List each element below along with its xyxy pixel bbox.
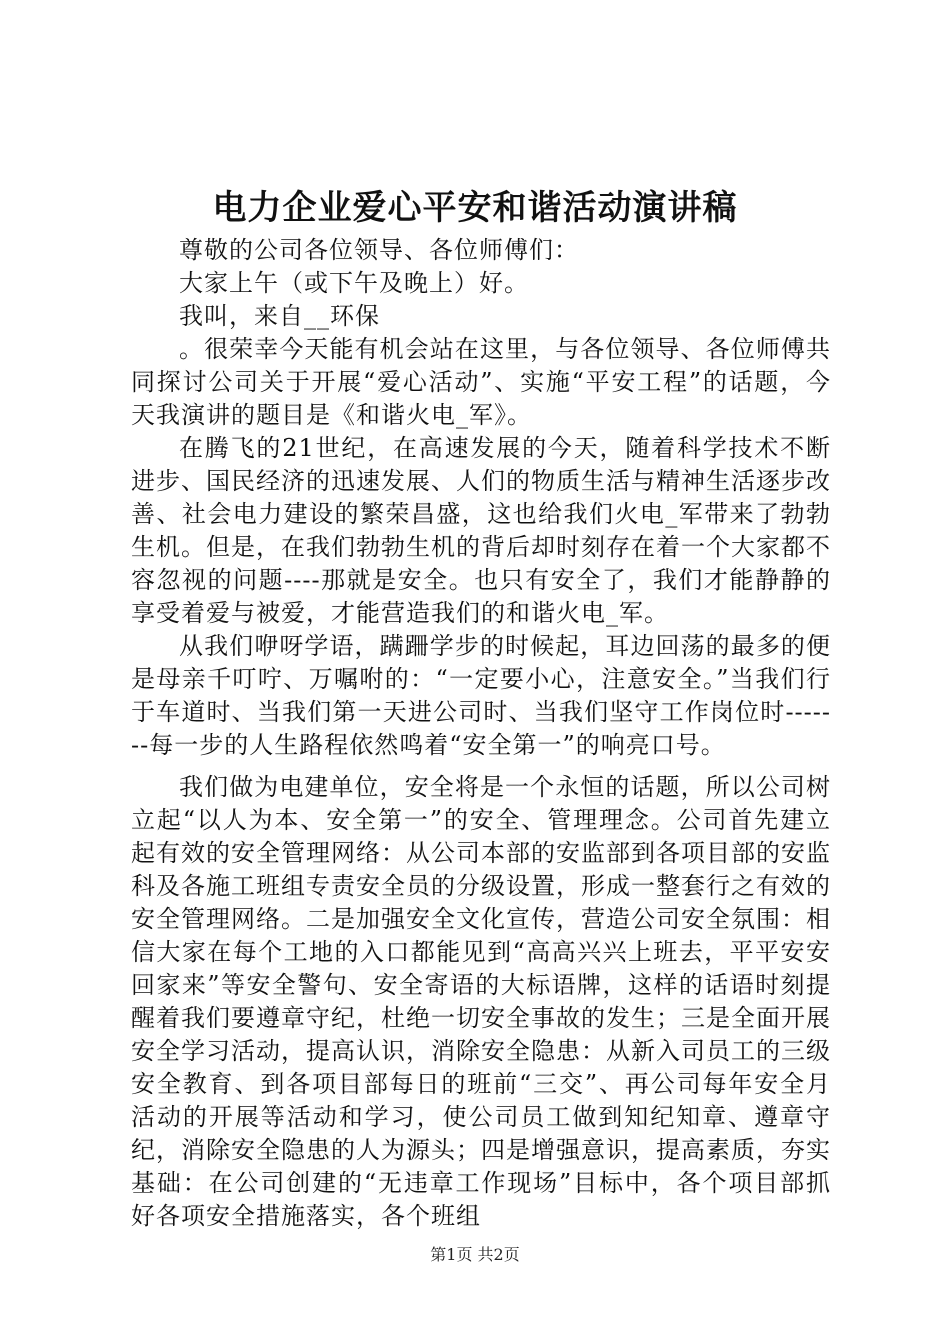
document-body <box>131 234 831 1233</box>
paragraph-greeting: 尊敬的公司各位领导、各位师傅们： <box>179 236 579 264</box>
paragraph-body: 我们做为电建单位，安全将是一个永恒的话题，所以公司树立起“以人为本、安全第一”的安全、管理理念。公司首先建立起有效的安全管理网络：从公司本部的安监部到各项目部的安监科及各施工班组专责安全员的分级设置，形成一整套行之有效的安全管理网络。二是加强安全文化宣传，营造公司安全氛围：相信大家在每个工地的入口都能见到“高高兴兴上班去，平平安安回家来”等安全警句、安全寄语的大标语牌，这样的话语时刻提醒着我们要遵章守纪，杜绝一切安全事故的发生；三是全面开展安全学习活动，提高认识，消除安全隐患：从新入司员工的三级安全教育、到各项目部每日的班前“三交”、再公司每年安全月活动的开展等活动和学习，使公司员工做到知纪知章、遵章守纪，消除安全隐患的人为源头；四是增强意识，提高素质，夯实基础：在公司创建的“无违章工作现场”目标中，各个项目部抓好各项安全措施落实，各个班组 <box>131 773 831 1230</box>
paragraph-body: 从我们咿呀学语，蹒跚学步的时候起，耳边回荡的最多的便是母亲千叮咛、万嘱咐的：“一定要小心，注意安全。”当我们行于车道时、当我们第一天进公司时、当我们坚守工作岗位时-------每一步的人生路程依然鸣着“安全第一”的响亮口号。 <box>131 632 831 759</box>
page-number: 第1页 共2页 <box>430 1245 520 1264</box>
paragraph-introduction: 我叫，来自__环保 <box>179 302 380 330</box>
document-title: 电力企业爱心平安和谐活动演讲稿 <box>212 188 738 228</box>
paragraph-salutation: 大家上午（或下午及晚上）好。 <box>179 269 529 297</box>
paragraph-body: 在腾飞的21世纪，在高速发展的今天，随着科学技术不断进步、国民经济的迅速发展、人们的物质生活与精神生活逐步改善、社会电力建设的繁荣昌盛，这也给我们火电_军带来了勃勃生机。但是，在我们勃勃生机的背后却时刻存在着一个大家都不容忽视的问题----那就是安全。也只有安全了，我们才能静静的享受着爱与被爱，才能营造我们的和谐火电_军。 <box>131 434 831 627</box>
paragraph-topic: 。很荣幸今天能有机会站在这里，与各位领导、各位师傅共同探讨公司关于开展“爱心活动”、实施“平安工程”的话题，今天我演讲的题目是《和谐火电_军》。 <box>131 335 831 429</box>
